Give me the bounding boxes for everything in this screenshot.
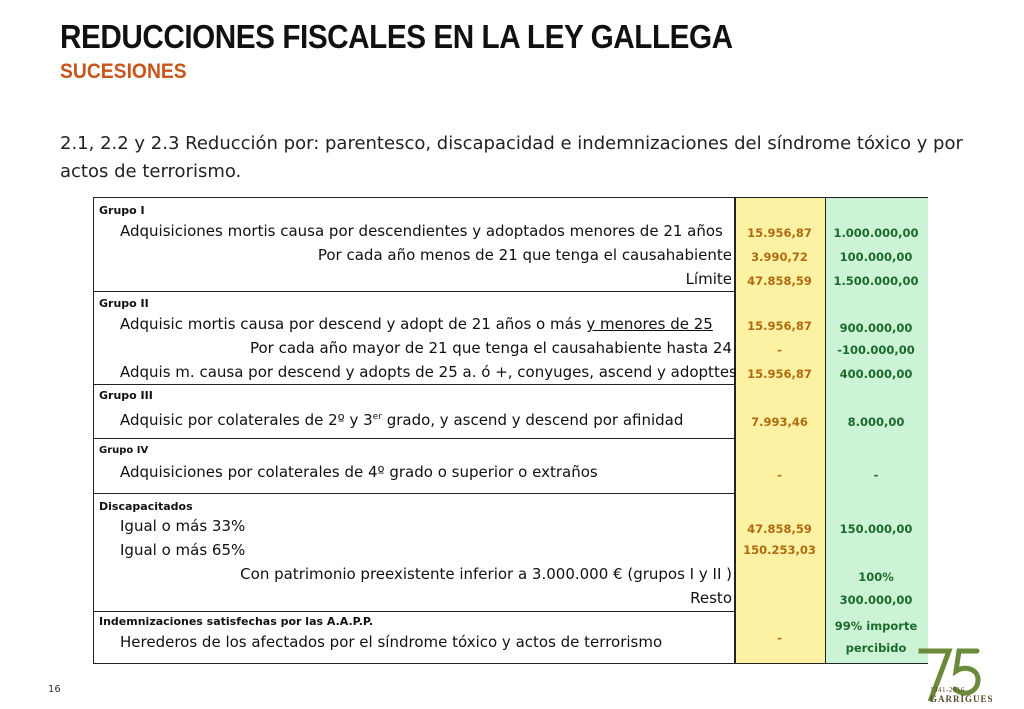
row-max: -100.000,00 bbox=[837, 343, 915, 357]
intro-paragraph: 2.1, 2.2 y 2.3 Reducción por: parentesco, discapacidad e indemnizaciones del síndrome tóxico y por actos de terrorismo. bbox=[60, 133, 963, 182]
row-max: - bbox=[873, 468, 879, 482]
row-max: 99% importe bbox=[834, 619, 918, 633]
row-description-part: grado, y ascend y descend por afinidad bbox=[381, 411, 684, 429]
row-description: Con patrimonio preexistente inferior a 3.000.000 € (grupos I y II ) bbox=[240, 565, 732, 583]
row-max: 300.000,00 bbox=[839, 593, 913, 607]
row-max: 100% bbox=[858, 570, 894, 584]
row-max: 900.000,00 bbox=[839, 321, 913, 335]
row-description: Igual o más 33% bbox=[120, 517, 246, 535]
logo-years: 1941-2016 bbox=[930, 686, 965, 694]
row-max: 1.000.000,00 bbox=[833, 226, 919, 240]
group-2 bbox=[94, 291, 927, 385]
row-description: Límite bbox=[685, 270, 732, 288]
row-amount: 47.858,59 bbox=[747, 274, 812, 288]
group-header: Grupo III bbox=[99, 389, 153, 402]
row-description: Adquis m. causa por descend y adopts de 25 a. ó +, conyuges, ascend y adopttes bbox=[120, 363, 737, 381]
row-description: Adquisiciones por colaterales de 4º grado o superior o extraños bbox=[120, 463, 598, 481]
max-column-cell bbox=[825, 384, 928, 438]
group-4 bbox=[94, 438, 927, 494]
row-amount: 150.253,03 bbox=[743, 543, 816, 557]
ordinal-superscript: er bbox=[372, 412, 382, 422]
row-max: 150.000,00 bbox=[839, 522, 913, 536]
group-indemnities bbox=[94, 611, 927, 663]
row-amount: 15.956,87 bbox=[747, 319, 812, 333]
row-amount: - bbox=[777, 343, 782, 357]
logo-name: GARRIGUES bbox=[930, 694, 994, 704]
row-description: Por cada año menos de 21 que tenga el causahabiente bbox=[317, 246, 732, 264]
group-header: Discapacitados bbox=[99, 500, 193, 513]
row-description-underlined: y menores de 25 bbox=[586, 315, 713, 333]
row-description bbox=[120, 315, 713, 333]
group-header: Grupo I bbox=[99, 204, 145, 217]
row-amount: 7.993,46 bbox=[751, 415, 808, 429]
row-description-part: Adquisic por colaterales de 2º y 3 bbox=[120, 411, 373, 429]
row-description: Por cada año mayor de 21 que tenga el causahabiente hasta 24 bbox=[249, 339, 732, 357]
row-description: Resto bbox=[690, 589, 732, 607]
page-subtitle: SUCESIONES bbox=[60, 60, 187, 83]
row-amount: 47.858,59 bbox=[747, 522, 812, 536]
logo-caption bbox=[930, 686, 994, 704]
row-description: Herederos de los afectados por el síndrome tóxico y actos de terrorismo bbox=[120, 633, 663, 651]
row-amount: 15.956,87 bbox=[747, 367, 812, 381]
row-description bbox=[120, 411, 683, 429]
amount-column-cell bbox=[734, 384, 825, 438]
amount-column-cell bbox=[734, 438, 825, 493]
group-header: Grupo II bbox=[99, 297, 149, 310]
row-amount: 3.990,72 bbox=[751, 250, 808, 264]
row-max: 8.000,00 bbox=[847, 415, 905, 429]
group-header: Grupo IV bbox=[99, 445, 149, 456]
row-max: 400.000,00 bbox=[839, 367, 913, 381]
row-max: 1.500.000,00 bbox=[833, 274, 919, 288]
row-max: percibido bbox=[845, 641, 907, 655]
row-max: 100.000,00 bbox=[839, 250, 913, 264]
row-amount: - bbox=[777, 631, 782, 645]
page-number: 16 bbox=[48, 684, 61, 695]
max-column-cell bbox=[825, 438, 928, 493]
group-disability bbox=[94, 493, 927, 612]
row-description: Adquisiciones mortis causa por descendientes y adoptados menores de 21 años bbox=[120, 222, 723, 240]
row-amount: 15.956,87 bbox=[747, 226, 812, 240]
row-amount: - bbox=[777, 468, 782, 482]
reductions-table bbox=[93, 197, 928, 664]
row-description: Igual o más 65% bbox=[120, 541, 246, 559]
group-1 bbox=[94, 198, 927, 292]
page-title: REDUCCIONES FISCALES EN LA LEY GALLEGA bbox=[60, 18, 733, 55]
group-3 bbox=[94, 384, 927, 439]
group-header: Indemnizaciones satisfechas por las A.A.P.P. bbox=[99, 615, 374, 628]
row-description-part: Adquisic mortis causa por descend y adopt de 21 años o más bbox=[120, 315, 587, 333]
